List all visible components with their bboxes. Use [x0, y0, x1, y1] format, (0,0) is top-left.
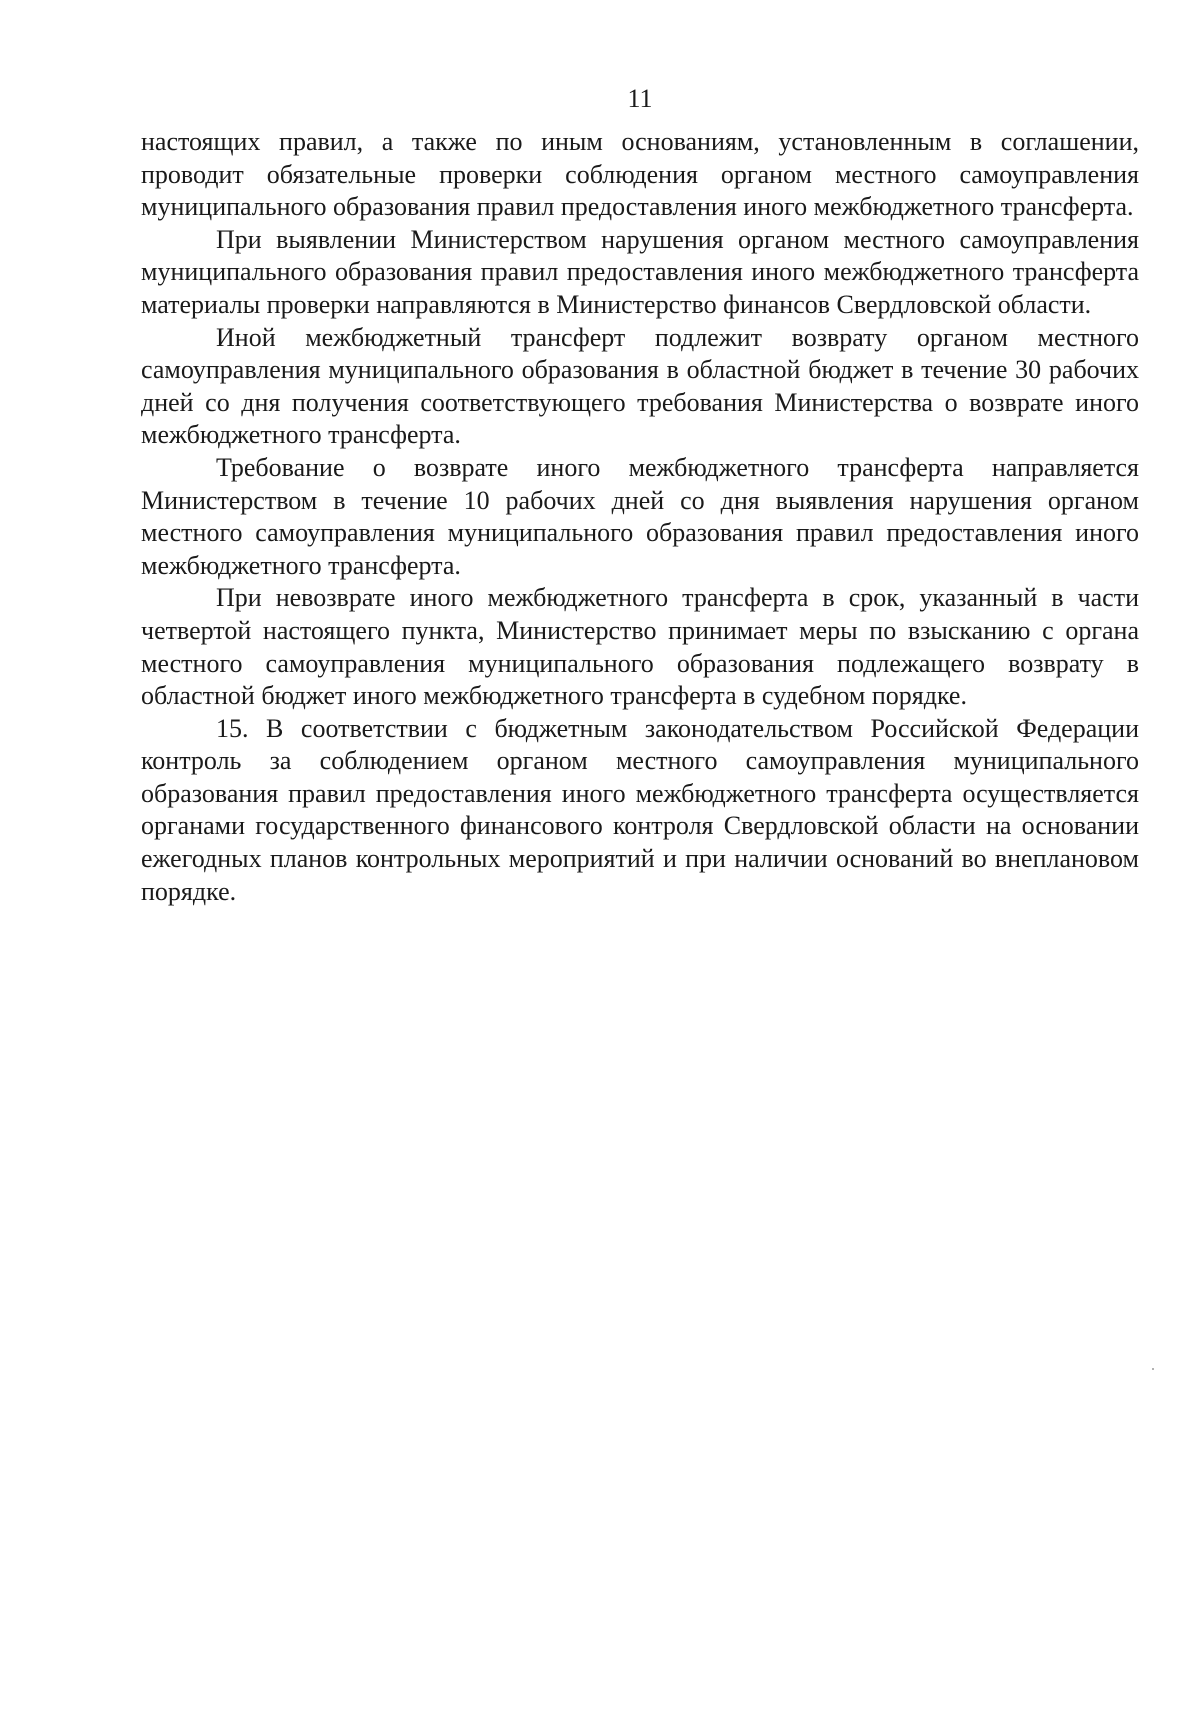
paragraph-violation-detection: При выявлении Министерством нарушения органом местного самоуправления муниципального образования правил предоставления иного межбюджетного трансферта материалы проверки направляются в Министерство финансов Свердловской области.: [141, 224, 1139, 319]
scan-speck: [1152, 1368, 1154, 1370]
page-number: 11: [627, 84, 653, 113]
paragraph-transfer-return: Иной межбюджетный трансферт подлежит возврату органом местного самоуправления муниципального образования в областной бюджет в течение 30 рабочих дней со дня получения соответствующего требования Министерства о возврате иного межбюджетного трансферта.: [141, 322, 1139, 450]
paragraph-return-requirement: Требование о возврате иного межбюджетного трансферта направляется Министерством в течение 10 рабочих дней со дня выявления нарушения органом местного самоуправления муниципального образования правил предоставления иного межбюджетного трансферта.: [141, 452, 1139, 580]
paragraph-non-return: При невозврате иного межбюджетного трансферта в срок, указанный в части четвертой настоящего пункта, Министерство принимает меры по взысканию с органа местного самоуправления муниципального образования подлежащего возврату в областной бюджет иного межбюджетного трансферта в судебном порядке.: [141, 583, 1139, 711]
paragraph-item-15-control: 15. В соответствии с бюджетным законодательством Российской Федерации контроль за соблюдением органом местного самоуправления муниципального образования правил предоставления иного межбюджетного трансферта осуществляется органами государственного финансового контроля Свердловской области на основании ежегодных планов контрольных мероприятий и при наличии оснований во внеплановом порядке.: [141, 713, 1139, 906]
document-body: [141, 126, 1139, 908]
paragraph-continuation: настоящих правил, а также по иным основаниям, установленным в соглашении, проводит обязательные проверки соблюдения органом местного самоуправления муниципального образования правил предоставления иного межбюджетного трансферта.: [141, 127, 1139, 222]
